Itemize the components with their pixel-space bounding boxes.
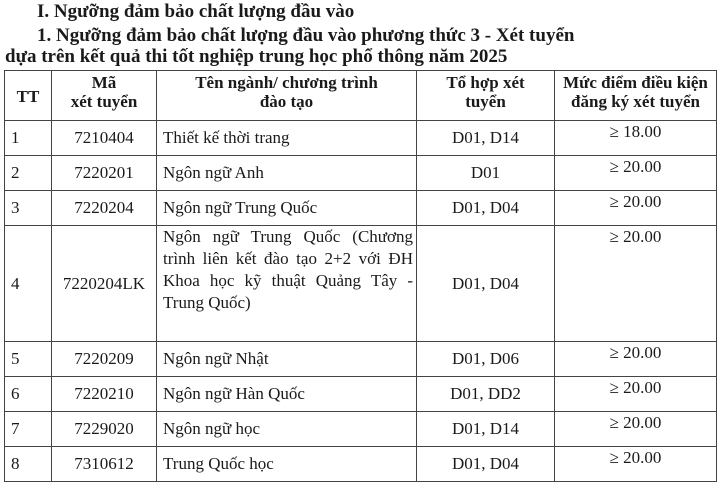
cell-tohop: D01, D04 xyxy=(417,447,555,482)
section-title: I. Ngưỡng đảm bảo chất lượng đầu vào xyxy=(37,1,355,22)
cell-ma: 7220204LK xyxy=(52,226,157,342)
cell-tt: 6 xyxy=(5,377,52,412)
cell-tohop: D01, DD2 xyxy=(417,377,555,412)
cell-tt: 7 xyxy=(5,412,52,447)
cell-ten: Thiết kế thời trang xyxy=(157,121,417,156)
table-row xyxy=(5,412,717,447)
table-row xyxy=(5,121,717,156)
table-header-row xyxy=(5,71,717,121)
cell-tt: 3 xyxy=(5,191,52,226)
cell-tohop: D01, D06 xyxy=(417,342,555,377)
cell-diem: ≥ 20.00 xyxy=(555,191,717,226)
header-tt: TT xyxy=(5,71,52,121)
cell-tohop: D01, D14 xyxy=(417,412,555,447)
subsection-title-line2: dựa trên kết quả thi tốt nghiệp trung học phổ thông năm 2025 xyxy=(5,46,508,67)
cell-tohop: D01, D14 xyxy=(417,121,555,156)
table-row xyxy=(5,377,717,412)
cell-tt: 2 xyxy=(5,156,52,191)
header-to-hop: Tổ hợp xét tuyển xyxy=(417,71,555,121)
cell-tt: 8 xyxy=(5,447,52,482)
table-row xyxy=(5,191,717,226)
header-muc-diem: Mức điểm điều kiện đăng ký xét tuyển xyxy=(555,71,717,121)
cell-ma: 7220204 xyxy=(52,191,157,226)
cell-ma: 7220210 xyxy=(52,377,157,412)
cell-tt: 5 xyxy=(5,342,52,377)
cell-ten: Ngôn ngữ Anh xyxy=(157,156,417,191)
subsection-title-line1: 1. Ngưỡng đảm bảo chất lượng đầu vào phương thức 3 - Xét tuyển xyxy=(37,25,575,46)
header-ten-nganh: Tên ngành/ chương trình đào tạo xyxy=(157,71,417,121)
cell-diem: ≥ 20.00 xyxy=(555,226,717,342)
header-ma-xet-tuyen: Mã xét tuyển xyxy=(52,71,157,121)
cell-ma: 7220209 xyxy=(52,342,157,377)
cell-ma: 7310612 xyxy=(52,447,157,482)
cell-diem: ≥ 20.00 xyxy=(555,377,717,412)
cell-ma: 7210404 xyxy=(52,121,157,156)
cell-ten: Ngôn ngữ học xyxy=(157,412,417,447)
cell-ma: 7220201 xyxy=(52,156,157,191)
cell-diem: ≥ 18.00 xyxy=(555,121,717,156)
cell-ten: Ngôn ngữ Hàn Quốc xyxy=(157,377,417,412)
cell-diem: ≥ 20.00 xyxy=(555,412,717,447)
cell-tohop: D01, D04 xyxy=(417,226,555,342)
admission-threshold-table xyxy=(4,70,717,482)
cell-tohop: D01, D04 xyxy=(417,191,555,226)
table-row xyxy=(5,447,717,482)
cell-tt: 4 xyxy=(5,226,52,342)
subsection-title xyxy=(5,25,720,67)
table-row xyxy=(5,342,717,377)
cell-ten-text: Ngôn ngữ Trung Quốc (Chương trình liên kết đào tạo 2+2 với ĐH Khoa học kỹ thuật Quảng Tây - Trung Quốc) xyxy=(163,227,413,312)
cell-ten: Ngôn ngữ Nhật xyxy=(157,342,417,377)
cell-ten xyxy=(157,226,417,342)
cell-diem: ≥ 20.00 xyxy=(555,447,717,482)
cell-tt: 1 xyxy=(5,121,52,156)
cell-diem: ≥ 20.00 xyxy=(555,156,717,191)
table-row xyxy=(5,156,717,191)
table-row xyxy=(5,226,717,342)
cell-ma: 7229020 xyxy=(52,412,157,447)
cell-diem: ≥ 20.00 xyxy=(555,342,717,377)
cell-ten: Ngôn ngữ Trung Quốc xyxy=(157,191,417,226)
cell-ten: Trung Quốc học xyxy=(157,447,417,482)
cell-tohop: D01 xyxy=(417,156,555,191)
